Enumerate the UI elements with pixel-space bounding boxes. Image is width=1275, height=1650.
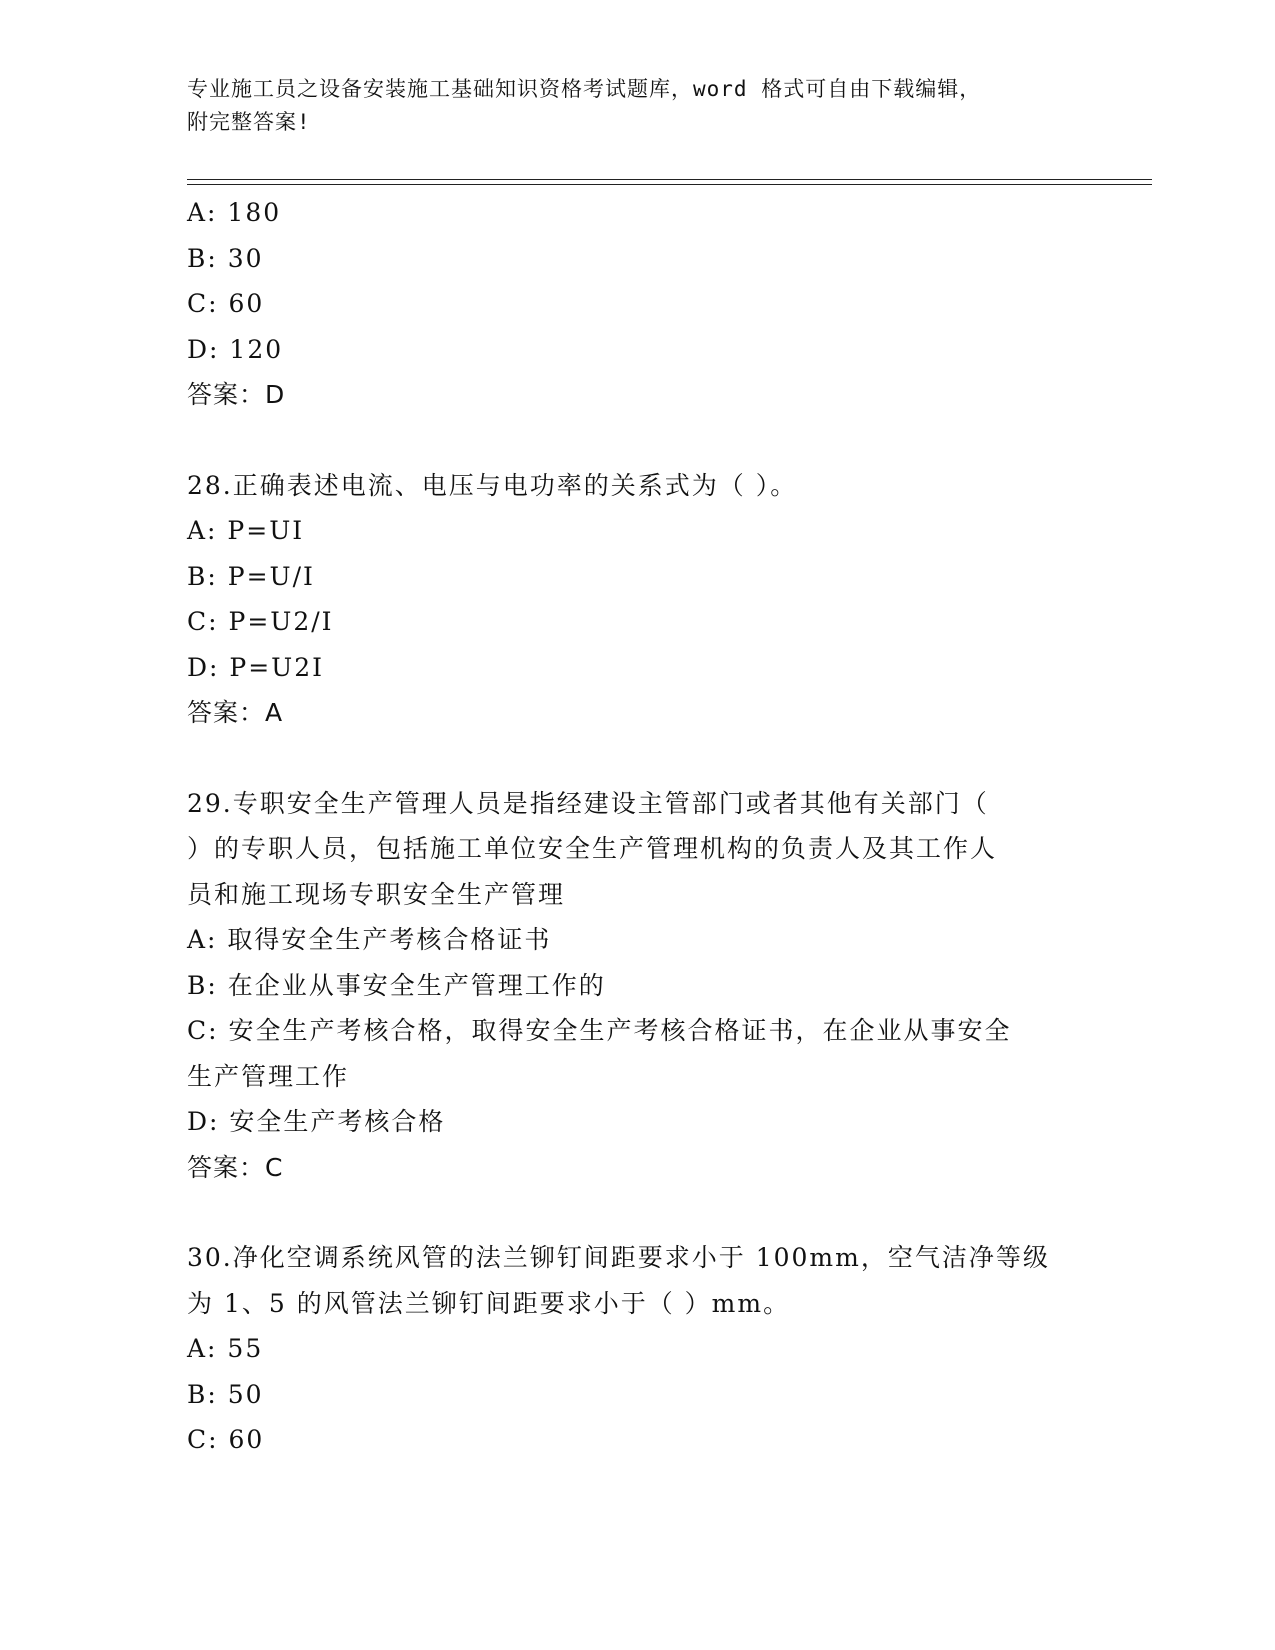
question-29 <box>187 781 1067 1191</box>
question-list <box>187 190 1067 1463</box>
header-divider-bottom <box>187 184 1152 185</box>
option-a: A: 55 <box>187 1334 264 1363</box>
option-a: A: 取得安全生产考核合格证书 <box>187 925 552 954</box>
question-stem-line: 为 1、5 的风管法兰铆钉间距要求小于（ ）mm。 <box>187 1288 791 1318</box>
answer-text: 答案：C <box>187 1152 284 1182</box>
option-c: C: 安全生产考核合格，取得安全生产考核合格证书，在企业从事安全 <box>187 1016 1012 1045</box>
question-stem-line: ）的专职人员，包括施工单位安全生产管理机构的负责人及其工作人 <box>187 834 998 863</box>
option-c: C: 60 <box>187 289 265 318</box>
question-28 <box>187 463 1067 736</box>
spacer <box>187 1190 1067 1235</box>
option-d: D: 安全生产考核合格 <box>187 1107 446 1136</box>
option-b: B: 在企业从事安全生产管理工作的 <box>187 970 606 1000</box>
option-b: B: 30 <box>187 243 264 273</box>
option-d: D: 120 <box>187 334 284 364</box>
answer-text: 答案：A <box>187 698 284 727</box>
spacer <box>187 736 1067 781</box>
header-title-line-1: 专业施工员之设备安装施工基础知识资格考试题库，word 格式可自由下载编辑， <box>187 77 982 101</box>
option-a: A: 180 <box>187 198 282 227</box>
question-stem-line: 30.净化空调系统风管的法兰铆钉间距要求小于 100mm，空气洁净等级 <box>187 1243 1050 1272</box>
answer-text: 答案：D <box>187 380 286 409</box>
spacer <box>187 418 1067 463</box>
question-stem: 28.正确表述电流、电压与电功率的关系式为（ ）。 <box>187 470 798 500</box>
header-title-line-2: 附完整答案! <box>187 110 311 134</box>
question-27 <box>187 190 1067 418</box>
option-c: C: P=U2/I <box>187 607 334 636</box>
question-stem-line: 29.专职安全生产管理人员是指经建设主管部门或者其他有关部门（ <box>187 788 989 818</box>
option-d: D: P=U2I <box>187 652 325 682</box>
option-b: B: 50 <box>187 1379 264 1409</box>
document-header <box>187 73 1067 139</box>
option-b: B: P=U/I <box>187 561 315 591</box>
question-30 <box>187 1235 1067 1463</box>
header-divider-top <box>187 179 1152 180</box>
question-stem-line: 员和施工现场专职安全生产管理 <box>187 879 566 909</box>
option-c-continued: 生产管理工作 <box>187 1061 350 1091</box>
option-c: C: 60 <box>187 1425 265 1454</box>
option-a: A: P=UI <box>187 516 305 545</box>
